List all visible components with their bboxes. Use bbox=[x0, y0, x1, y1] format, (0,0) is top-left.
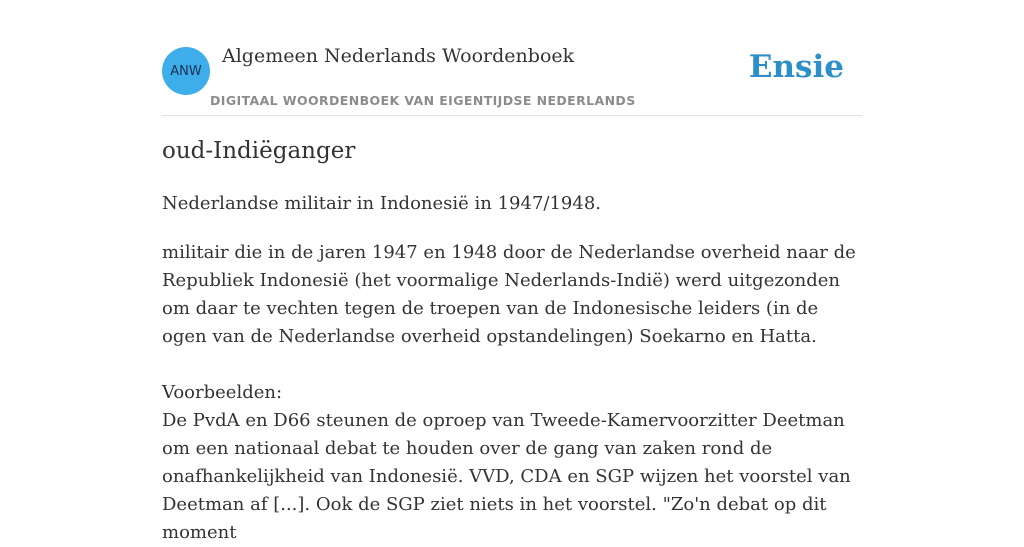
content-container bbox=[162, 0, 862, 543]
short-definition: Nederlandse militair in Indonesië in 1947/1948. bbox=[162, 193, 602, 214]
anw-logo[interactable] bbox=[162, 47, 210, 95]
logo-text: ANW bbox=[170, 63, 202, 79]
site-title[interactable]: Algemeen Nederlands Woordenboek bbox=[222, 45, 575, 67]
entry-body bbox=[162, 239, 862, 547]
paragraph-gap bbox=[162, 351, 862, 379]
site-header bbox=[162, 0, 862, 116]
site-subtitle: DIGITAAL WOORDENBOEK VAN EIGENTIJDSE NEDERLANDS bbox=[210, 93, 636, 108]
definition-text: militair die in de jaren 1947 en 1948 door de Nederlandse overheid naar de Republiek Indonesië (het voormalige Nederlands-Indië) werd uitgezonden om daar te vechten tegen de troepen van de Indonesische leiders (in de ogen van de Nederlandse overheid opstandelingen) Soekarno en Hatta. bbox=[162, 242, 856, 347]
example-text: De PvdA en D66 steunen de oproep van Tweede-Kamervoorzitter Deetman om een nationaal debat te houden over de gang van zaken rond de onafhankelijkheid van Indonesië. VVD, CDA en SGP wijzen het voorstel van Deetman af [...]. Ook de SGP ziet niets in het voorstel. "Zo'n debat op dit moment bbox=[162, 410, 851, 543]
ensie-brand-logo[interactable]: Ensie bbox=[748, 49, 844, 85]
examples-label: Voorbeelden: bbox=[162, 382, 283, 403]
entry-headword: oud-Indiëganger bbox=[162, 138, 356, 164]
